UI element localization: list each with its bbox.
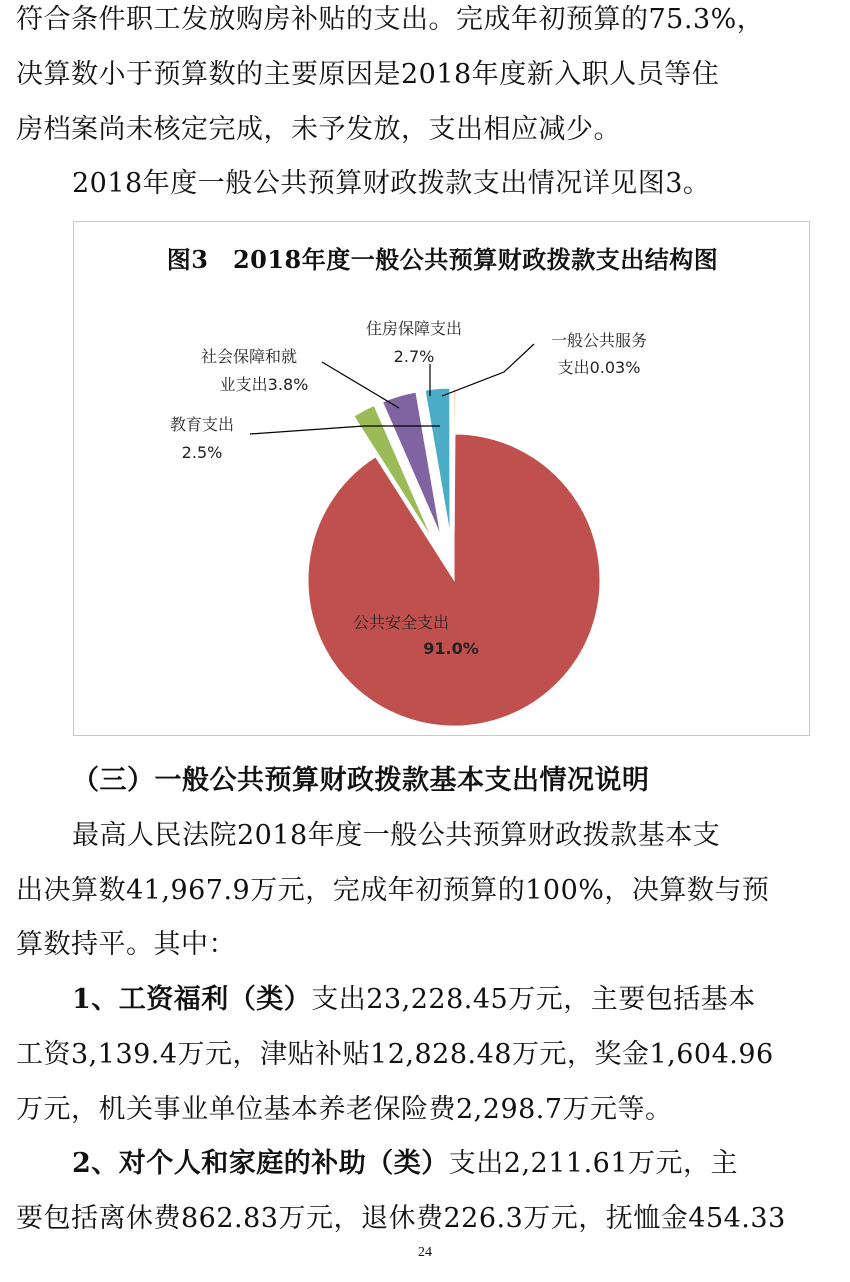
item1-line1 [72, 982, 850, 1018]
label-public-safety-name: 公共安全支出 [352, 613, 450, 632]
label-education-pct: 2.5% [181, 443, 223, 462]
item2-line1 [72, 1146, 850, 1182]
pie-chart [73, 221, 810, 736]
item1-line2: 工资3,139.4万元，津贴补贴12,828.48万元，奖金1,604.96 [16, 1039, 774, 1070]
label-general-name: 一般公共服务 [550, 331, 648, 350]
label-social-name: 社会保障和就 [200, 347, 298, 366]
label-housing-pct: 2.7% [393, 347, 435, 366]
para3-line2: 出决算数41,967.9万元，完成年初预算的100%，决算数与预 [16, 875, 770, 906]
chart-title: 图3 2018年度一般公共预算财政拨款支出结构图 [166, 245, 719, 274]
item1-text: 支出23,228.45万元，主要包括基本 [311, 984, 756, 1015]
label-social-pct: 业支出3.8% [219, 375, 309, 394]
para1-line3: 房档案尚未核定完成，未予发放，支出相应减少。 [16, 114, 621, 145]
pie-chart-svg [74, 222, 811, 737]
page-number: 24 [418, 1245, 432, 1260]
leader-line-social [322, 362, 399, 408]
label-public-safety-pct: 91.0% [423, 639, 479, 658]
para3-line3: 算数持平。其中： [16, 929, 236, 960]
pie-slice-3 [425, 388, 450, 534]
label-education-name: 教育支出 [169, 415, 235, 434]
section-heading: （三）一般公共预算财政拨款基本支出情况说明 [72, 765, 650, 796]
item1-line3: 万元，机关事业单位基本养老保险费2,298.7万元等。 [16, 1094, 673, 1125]
para3-line1: 最高人民法院2018年度一般公共预算财政拨款基本支 [72, 820, 721, 851]
item2-line2: 要包括离休费862.83万元，退休费226.3万元，抚恤金454.33 [16, 1203, 786, 1234]
para1-line2: 决算数小于预算数的主要原因是2018年度新入职人员等住 [16, 59, 720, 90]
item2-text: 支出2,211.61万元，主 [448, 1148, 739, 1179]
item2-heading: 2、对个人和家庭的补助（类） [72, 1148, 449, 1179]
item1-heading: 1、工资福利（类） [72, 984, 312, 1015]
label-general-pct: 支出0.03% [557, 358, 641, 377]
para1-line1: 符合条件职工发放购房补贴的支出。完成年初预算的75.3%， [16, 4, 765, 35]
label-housing-name: 住房保障支出 [365, 319, 463, 338]
para2: 2018年度一般公共预算财政拨款支出情况详见图3。 [72, 168, 711, 199]
